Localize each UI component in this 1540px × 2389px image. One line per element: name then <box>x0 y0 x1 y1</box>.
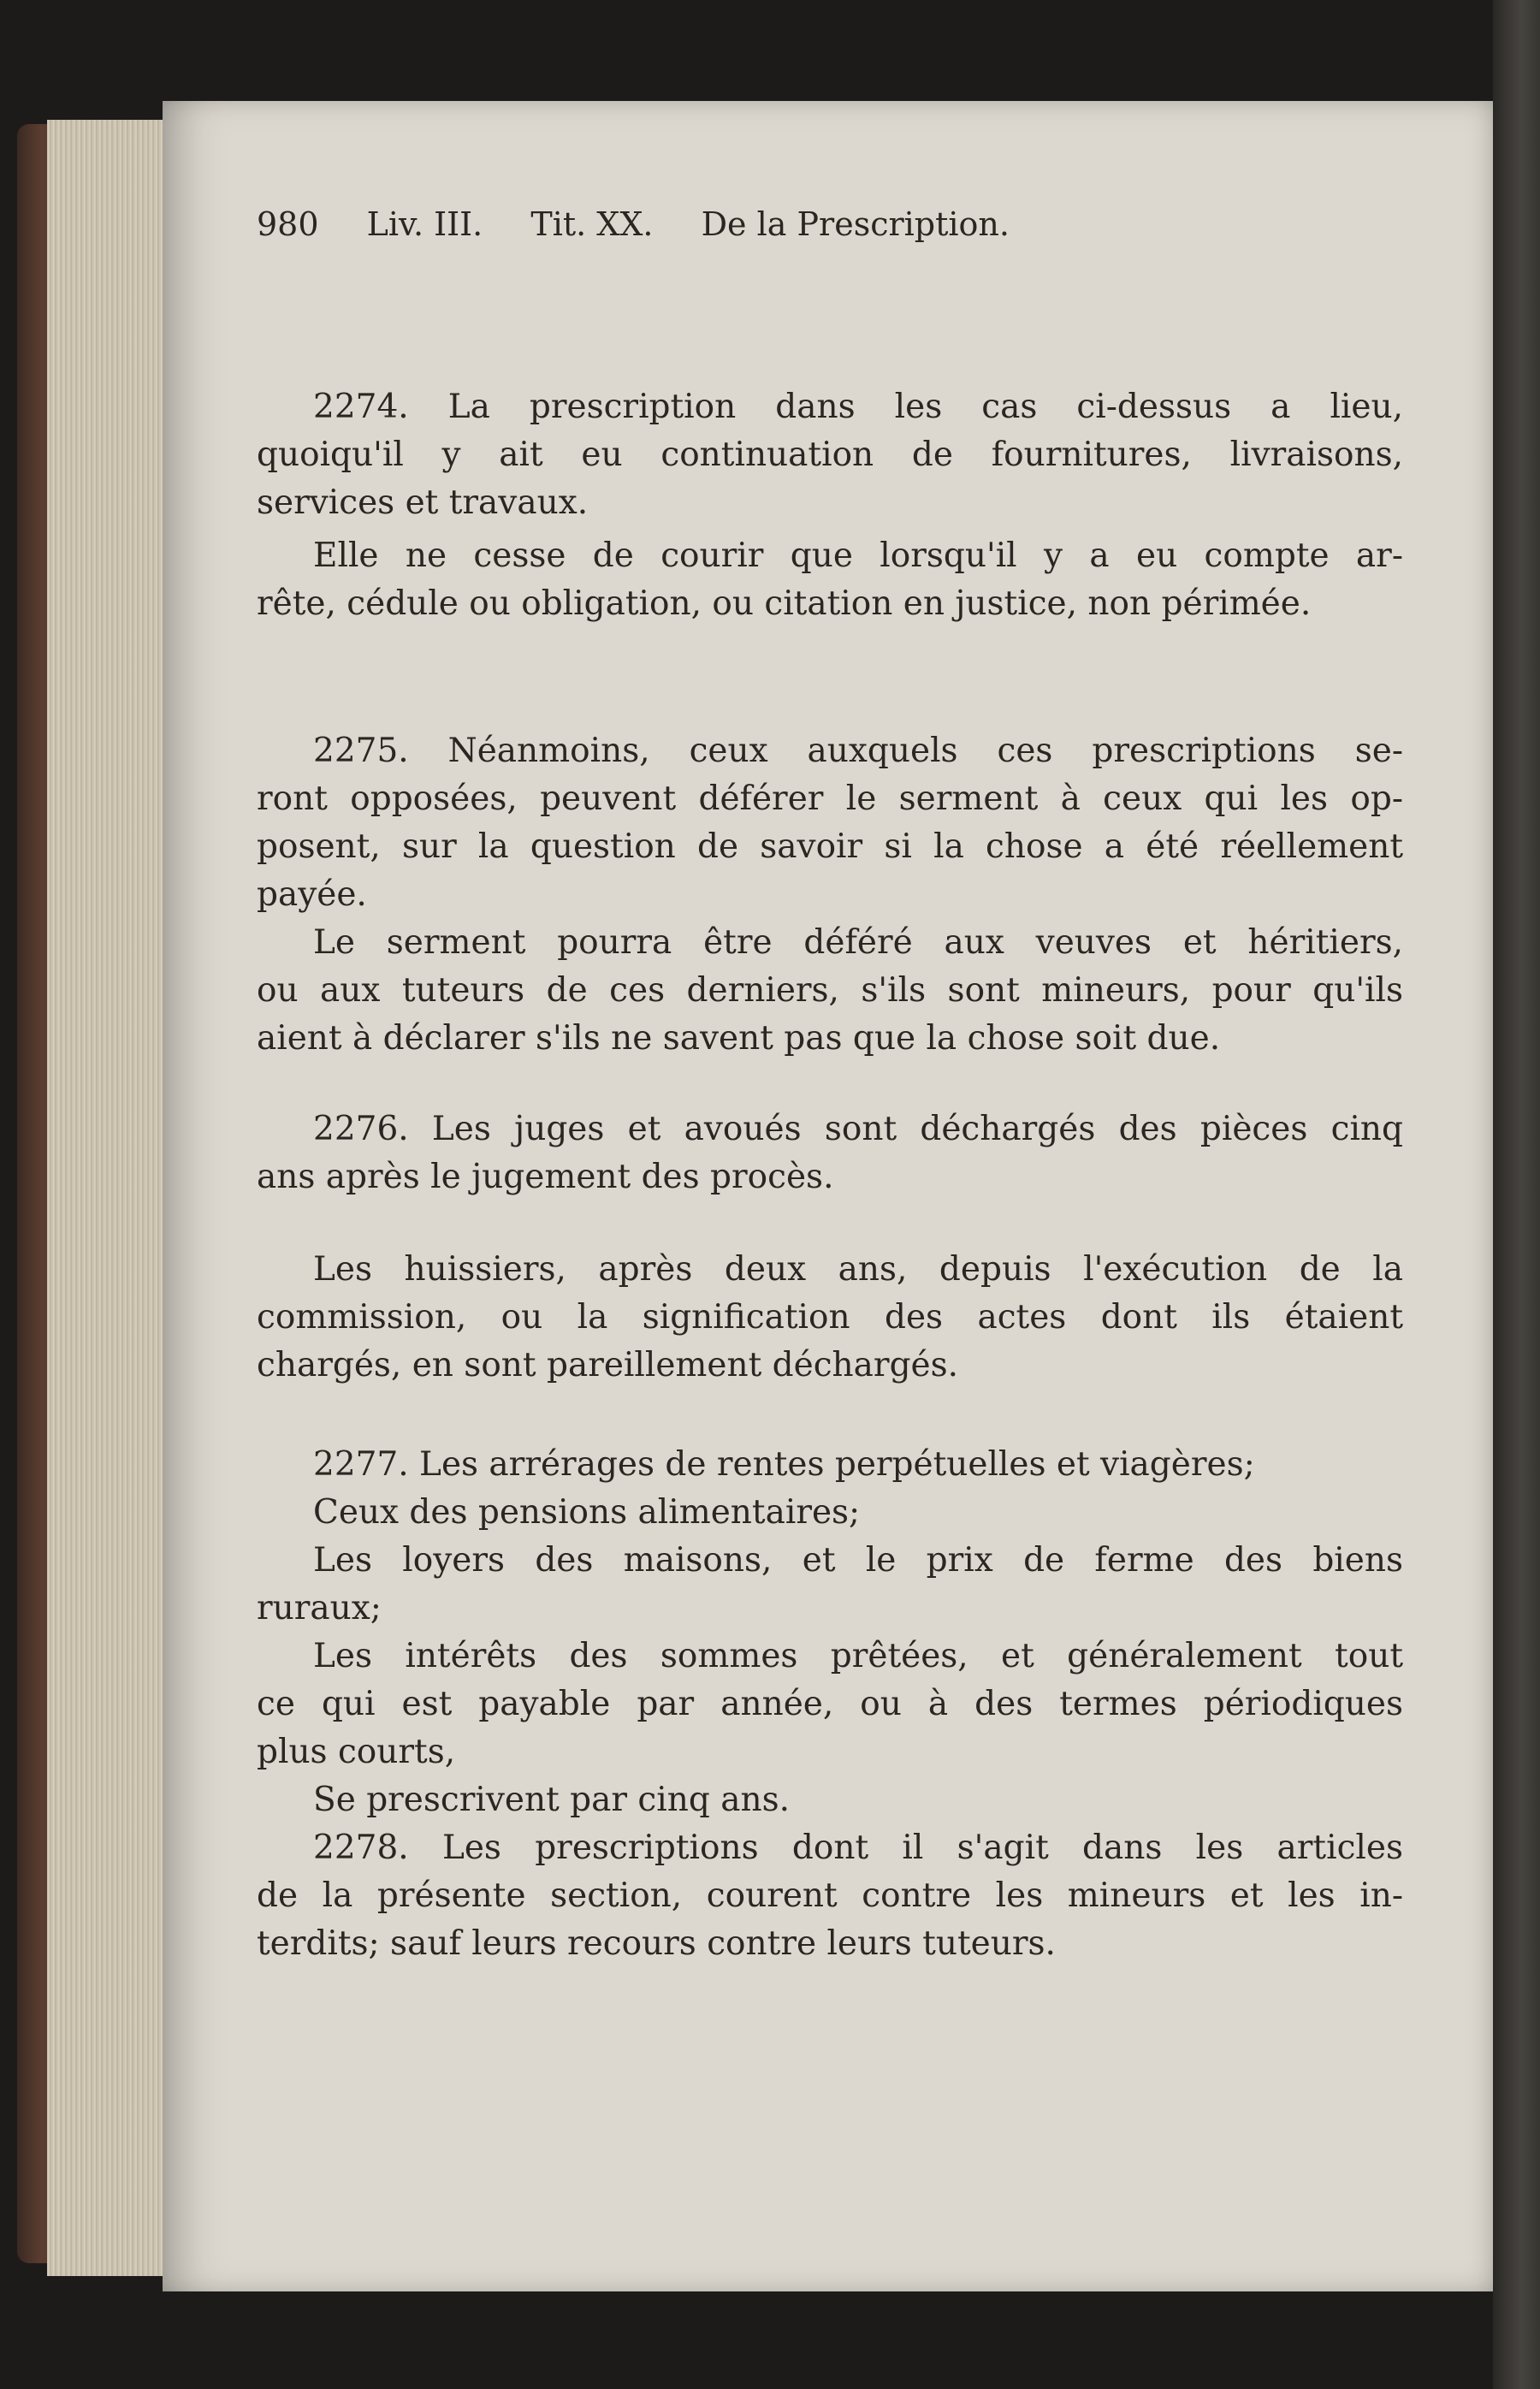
text-line: ans après le jugement des procès. <box>257 1158 834 1196</box>
text-line: plus courts, <box>257 1733 456 1771</box>
text-line: 2278. Les prescriptions dont il s'agit dans les articles <box>313 1829 1403 1867</box>
text-line: services et travaux. <box>257 483 589 522</box>
book-label: Liv. III. <box>366 205 483 243</box>
article-2274-p2 <box>257 532 1403 628</box>
article-2276-p2 <box>257 1246 1403 1390</box>
text-line: ruraux; <box>257 1589 382 1627</box>
article-2277-p2 <box>257 1489 1403 1537</box>
text-line: Elle ne cesse de courir que lorsqu'il y a eu compte ar- <box>313 536 1403 575</box>
page-number: 980 <box>257 205 319 243</box>
article-2278 <box>257 1824 1403 1968</box>
text-line: commission, ou la signification des actes dont ils étaient <box>257 1298 1403 1337</box>
text-line: Le serment pourra être déféré aux veuves et héritiers, <box>313 923 1403 962</box>
text-line: 2277. Les arrérages de rentes perpétuelles et viagères; <box>313 1445 1255 1484</box>
text-line: 2276. Les juges et avoués sont déchargés des pièces cinq <box>313 1110 1403 1148</box>
article-2277-p5 <box>257 1776 1403 1824</box>
text-line: payée. <box>257 875 367 914</box>
text-line: ront opposées, peuvent déférer le serment à ceux qui les op- <box>257 780 1403 818</box>
text-line: Les intérêts des sommes prêtées, et généralement tout <box>313 1637 1403 1675</box>
text-line: Se prescrivent par cinq ans. <box>313 1781 790 1819</box>
article-2275-p2 <box>257 919 1403 1063</box>
article-2277-p1 <box>257 1441 1403 1489</box>
facing-page-edge <box>1493 0 1540 2389</box>
text-line: 2275. Néanmoins, ceux auxquels ces prescriptions se- <box>313 732 1403 770</box>
article-2276-p1 <box>257 1106 1403 1201</box>
text-line: Ceux des pensions alimentaires; <box>313 1493 861 1532</box>
running-header <box>257 205 1283 243</box>
text-line: aient à déclarer s'ils ne savent pas que la chose soit due. <box>257 1019 1221 1058</box>
text-line: Les loyers des maisons, et le prix de ferme des biens <box>313 1541 1403 1580</box>
text-line: rête, cédule ou obligation, ou citation en justice, non périmée. <box>257 584 1312 623</box>
article-2277-p4 <box>257 1633 1403 1776</box>
article-2275-p1 <box>257 727 1403 919</box>
text-line: terdits; sauf leurs recours contre leurs tuteurs. <box>257 1924 1056 1963</box>
text-line: Les huissiers, après deux ans, depuis l'exécution de la <box>313 1250 1403 1289</box>
title-label: De la Prescription. <box>701 205 1010 243</box>
article-2277-p3 <box>257 1537 1403 1633</box>
text-line: chargés, en sont pareillement déchargés. <box>257 1346 959 1384</box>
text-line: quoiqu'il y ait eu continuation de fournitures, livraisons, <box>257 436 1403 474</box>
text-line: posent, sur la question de savoir si la chose a été réellement <box>257 827 1403 866</box>
article-2274-p1 <box>257 383 1403 527</box>
title-number: Tit. XX. <box>530 205 654 243</box>
text-line: ce qui est payable par année, ou à des termes périodiques <box>257 1685 1403 1723</box>
text-line: 2274. La prescription dans les cas ci-dessus a lieu, <box>313 388 1403 426</box>
text-line: de la présente section, courent contre les mineurs et les in- <box>257 1876 1403 1915</box>
text-line: ou aux tuteurs de ces derniers, s'ils sont mineurs, pour qu'ils <box>257 971 1403 1010</box>
